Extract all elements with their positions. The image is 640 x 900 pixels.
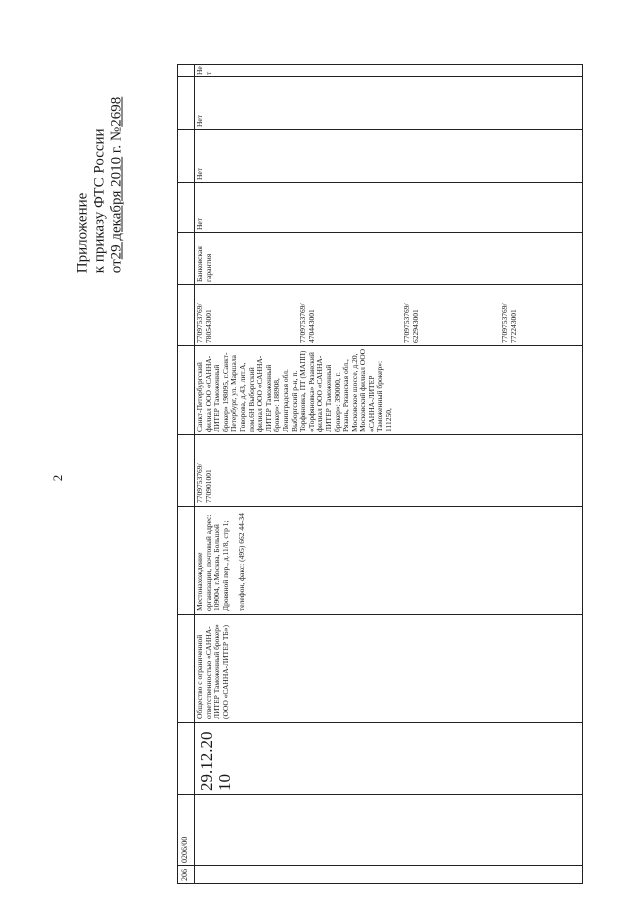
- branch-kpp-4: 7709753769/ 772243001: [500, 303, 518, 343]
- branch-kpp-3: 7709753769/ 622943001: [402, 303, 420, 343]
- col-b-value: Нет: [195, 167, 204, 180]
- page-number: 2: [50, 474, 65, 482]
- table-col-divider: [178, 794, 582, 795]
- col-c-value: Нет: [195, 114, 204, 127]
- branches-list: Санкт-Петербургский филиал ООО «САННА-ЛИТЕР Таможенный брокер» 198095, г.Санкт-Петербург, ул. Маршала Говорова, д.43, лит.А, пом.6Н Выборгский филиал ООО «САННА-ЛИТЕР Таможенный брокер»: 188908, Ленинградская обл. Выборгский р-н, п. Торфяновка, ПТ (МАПП) «Торфяновка» Рязанский филиал ООО «САННА-ЛИТЕР Таможенный брокер»: 390000, г. Рязань, Рязанская обл., Московское шоссе, д.20, Московский филиал ООО «САННА-ЛИТЕР Таможенный брокер»: 111250,: [195, 348, 394, 432]
- address-text: Местонахождение организации, почтовый адрес: 109004, г.Москва, Большой Дровяной пер., д.11/8, стр 1;: [195, 514, 230, 611]
- table-col-divider: [178, 865, 582, 866]
- guarantee-type: Банковская гарантия: [195, 246, 213, 282]
- order-number: 2698: [108, 96, 125, 127]
- table-col-divider: [178, 129, 582, 130]
- col-d-value: Нет: [195, 66, 213, 75]
- col-a-value: Нет: [195, 217, 204, 230]
- appendix-header: [75, 97, 126, 273]
- order-reference: к приказу ФТС России: [91, 128, 108, 274]
- inn-kpp: 7709753769/ 770901001: [195, 463, 213, 503]
- branch-kpp-1: 7709753769/ 780543001: [195, 303, 213, 343]
- table-col-divider: [178, 506, 582, 507]
- row-number: 206: [180, 869, 189, 881]
- branch-kpp-2: 7709753769/ 470443001: [298, 303, 316, 343]
- table-col-divider: [178, 284, 582, 285]
- table-col-divider: [178, 722, 582, 723]
- appendix-title: Приложение: [74, 192, 91, 274]
- table-col-divider: [178, 345, 582, 346]
- registry-table: [177, 64, 583, 884]
- inclusion-date: 29.12.2010: [197, 731, 234, 791]
- organization-name: Общество с ограниченной ответственностью «САННА-ЛИТЕР Таможенный брокер» (ООО «САННА-ЛИТЕР ТБ»): [195, 624, 230, 719]
- phone-text: телефон, факс: (495) 662 44-34: [237, 513, 247, 611]
- table-col-divider: [178, 614, 582, 615]
- table-col-divider: [178, 434, 582, 435]
- order-date-prefix: от: [108, 259, 125, 274]
- table-col-divider: [178, 182, 582, 183]
- table-col-divider: [178, 76, 582, 77]
- table-col-divider: [178, 232, 582, 233]
- order-number-prefix: г. №: [108, 126, 125, 154]
- order-date: 29 декабря 2010: [108, 156, 125, 260]
- order-date-line: [109, 97, 126, 273]
- organization-address: [196, 511, 396, 611]
- registration-number: 0206/00: [180, 836, 189, 863]
